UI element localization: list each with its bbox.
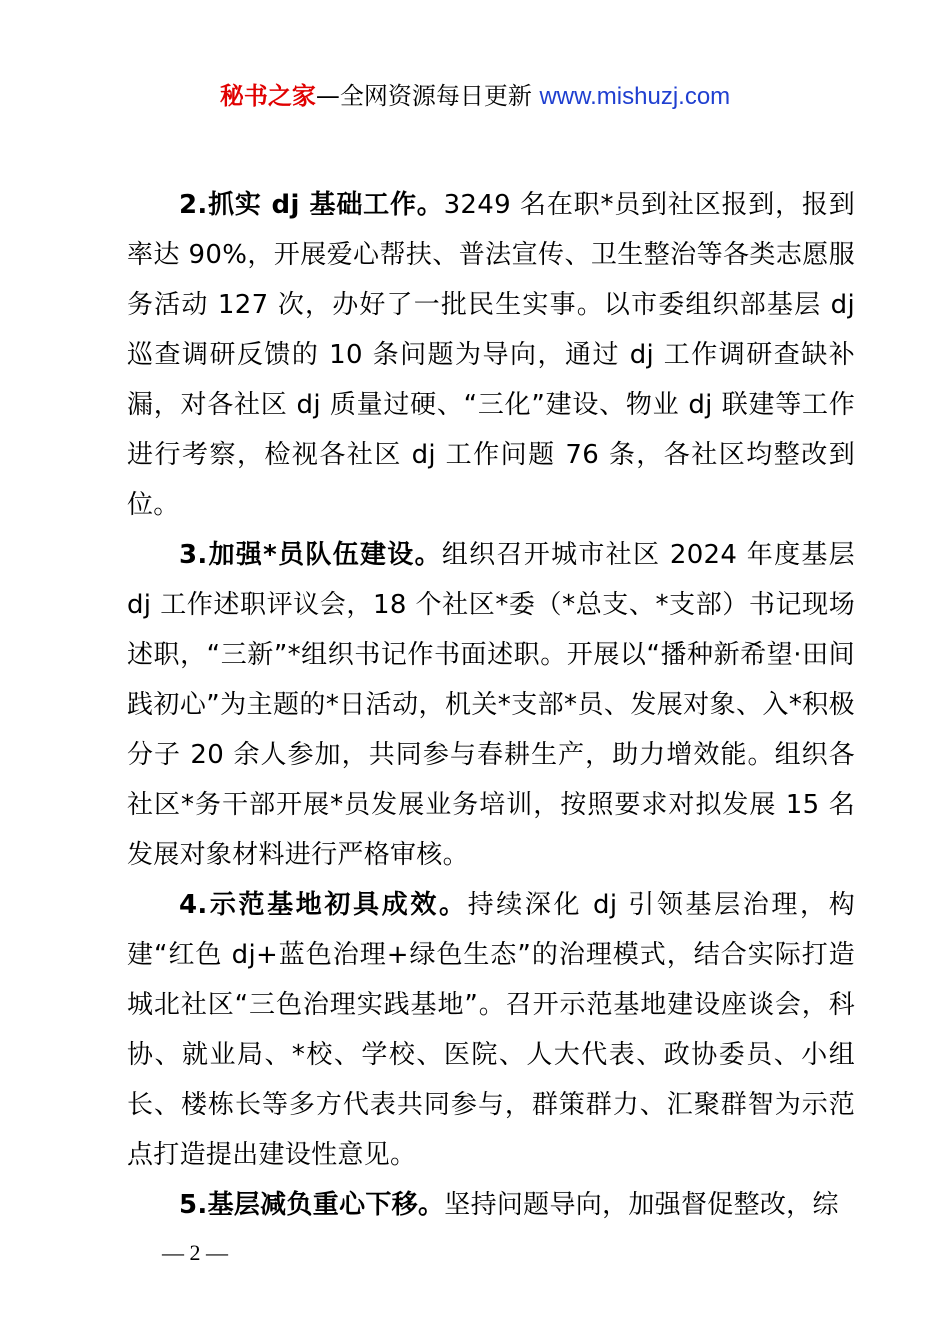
- paragraph-section-5: [127, 1180, 855, 1230]
- section-heading: 4.示范基地初具成效。: [179, 890, 468, 920]
- site-url-link[interactable]: www.mishuzj.com: [539, 83, 731, 110]
- section-text: 持续深化 dj 引领基层治理，构建“红色 dj+蓝色治理+绿色生态”的治理模式，结合实际打造城北社区“三色治理实践基地”。召开示范基地建设座谈会，科协、就业局、*校、学校、医院、人大代表、政协委员、小组长、楼栋长等多方代表共同参与，群策群力、汇聚群智为示范点打造提出建设性意见。: [127, 890, 855, 1170]
- site-tagline: —全网资源每日更新: [315, 82, 540, 110]
- site-brand-name: 秘书之家: [219, 82, 316, 110]
- paragraph-section-4: [127, 880, 855, 1180]
- site-header-banner: [0, 80, 950, 113]
- section-heading: 3.加强*员队伍建设。: [179, 540, 442, 570]
- paragraph-section-3: [127, 530, 855, 880]
- section-text: 组织召开城市社区 2024 年度基层 dj 工作述职评议会，18 个社区*委（*总支、*支部）书记现场述职，“三新”*组织书记作书面述职。开展以“播种新希望·田间践初心”为主题的*日活动，机关*支部*员、发展对象、入*积极分子 20 余人参加，共同参与春耕生产，助力增效能。组织各社区*务干部开展*员发展业务培训，按照要求对拟发展 15 名发展对象材料进行严格审核。: [127, 540, 855, 870]
- section-text: 3249 名在职*员到社区报到，报到率达 90%，开展爱心帮扶、普法宣传、卫生整治等各类志愿服务活动 127 次，办好了一批民生实事。以市委组织部基层 dj 巡查调研反馈的 10 条问题为导向，通过 dj 工作调研查缺补漏，对各社区 dj 质量过硬、“三化”建设、物业 dj 联建等工作进行考察，检视各社区 dj 工作问题 76 条，各社区均整改到位。: [127, 190, 855, 520]
- paragraph-section-2: [127, 180, 855, 530]
- page-number: — 2 —: [162, 1240, 228, 1265]
- document-body: [127, 180, 855, 1230]
- section-heading: 5.基层减负重心下移。: [179, 1190, 445, 1220]
- section-heading: 2.抓实 dj 基础工作。: [179, 190, 444, 220]
- section-text: 坚持问题导向，加强督促整改，综: [444, 1190, 839, 1220]
